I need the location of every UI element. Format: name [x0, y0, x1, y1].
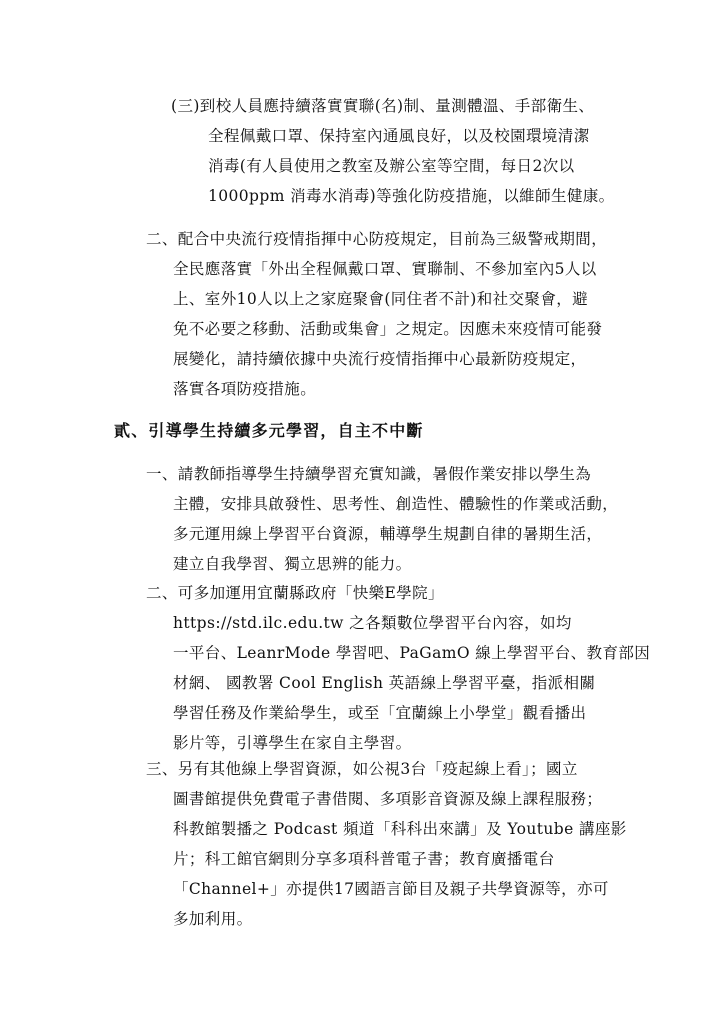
text-line: 影片等，引導學生在家自主學習。 [173, 734, 412, 752]
text-line: 全民應落實「外出全程佩戴口罩、實聯制、不參加室內5人以 [173, 260, 597, 278]
text-line: 展變化，請持續依據中央流行疫情指揮中心最新防疫規定， [173, 350, 587, 368]
text-line: 「Channel+」亦提供17國語言節目及親子共學資源等，亦可 [173, 880, 609, 898]
text-line: 科教館製播之 Podcast 頻道「科科出來講」及 Youtube 講座影 [173, 820, 627, 838]
text-line: 二、配合中央流行疫情指揮中心防疫規定，目前為三級警戒期間， [146, 230, 608, 248]
text-line: 1000ppm 消毒水消毒)等強化防疫措施，以維師生健康。 [208, 187, 615, 205]
text-line: 一、請教師指導學生持續學習充實知識，暑假作業安排以學生為 [146, 465, 592, 483]
text-line: 圖書館提供免費電子書借閱、多項影音資源及線上課程服務； [173, 790, 603, 808]
text-line: 片；科工館官網則分享多項科普電子書；教育廣播電台 [173, 850, 555, 868]
text-line: 全程佩戴口罩、保持室內通風良好，以及校園環境清潔 [208, 127, 590, 145]
text-line: 三、另有其他線上學習資源，如公視3台「疫起線上看」；國立 [146, 760, 578, 778]
text-line: https://std.ilc.edu.tw 之各類數位學習平台內容，如均 [173, 614, 572, 632]
text-line: 多元運用線上學習平台資源，輔導學生規劃自律的暑期生活， [173, 525, 603, 543]
text-line: (三)到校人員應持續落實實聯(名)制、量測體溫、手部衛生、 [171, 97, 595, 115]
text-line: 上、室外10人以上之家庭聚會(同住者不計)和社交聚會，避 [173, 290, 589, 308]
text-line: 消毒(有人員使用之教室及辦公室等空間，每日2次以 [208, 157, 575, 175]
text-line: 多加利用。 [173, 910, 253, 928]
section-heading: 貳、引導學生持續多元學習，自主不中斷 [114, 421, 424, 440]
text-line: 主體，安排具啟發性、思考性、創造性、體驗性的作業或活動， [173, 495, 619, 513]
text-line: 學習任務及作業給學生，或至「宜蘭線上小學堂」觀看播出 [173, 704, 587, 722]
text-line: 落實各項防疫措施。 [173, 380, 317, 398]
text-line: 材網、 國教署 Cool English 英語線上學習平臺，指派相關 [173, 674, 596, 692]
text-line: 建立自我學習、獨立思辨的能力。 [173, 555, 412, 573]
text-line: 免不必要之移動、活動或集會」之規定。因應未來疫情可能發 [173, 320, 603, 338]
text-line: 二、可多加運用宜蘭縣政府「快樂E學院」 [146, 584, 444, 602]
text-line: 一平台、LeanrMode 學習吧、PaGamO 線上學習平台、教育部因 [173, 644, 651, 662]
